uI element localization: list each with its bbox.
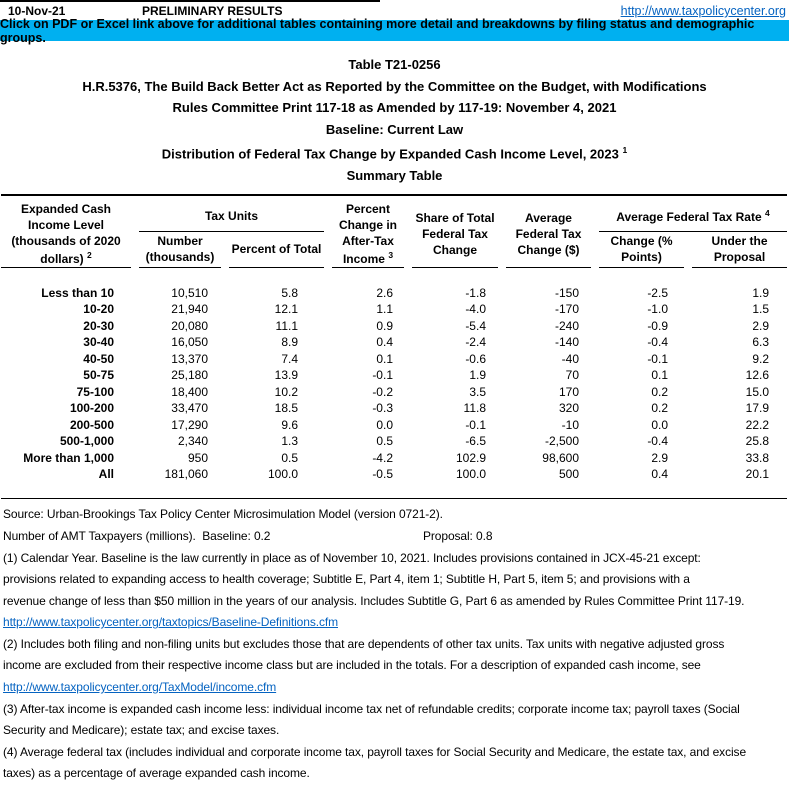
cell-rate-proposal: 25.8 [745, 434, 769, 449]
cell-share: 100.0 [455, 467, 486, 482]
cell-rate-proposal: 1.5 [752, 302, 769, 317]
cell-pct-change: -0.5 [372, 467, 393, 482]
income-level-label: 40-50 [83, 351, 114, 366]
cell-rate-change: -0.4 [647, 335, 668, 350]
table-row [1, 449, 787, 466]
cell-number: 33,470 [171, 401, 208, 416]
cell-pct-total: 18.5 [274, 401, 298, 416]
cell-pct-total: 12.1 [274, 302, 298, 317]
table-row [1, 317, 787, 334]
income-level-label: 20-30 [83, 318, 114, 333]
cell-share: 11.8 [463, 401, 486, 416]
cell-share: -6.5 [465, 434, 486, 449]
col-header-under-the-proposal: Under the Proposal [692, 232, 787, 268]
cell-pct-change: 0.4 [376, 335, 393, 350]
summary-table [1, 194, 787, 499]
cell-pct-change: 1.1 [376, 302, 393, 317]
cell-rate-change: -0.9 [647, 318, 668, 333]
footnote-1-line-2: provisions related to expanding access to health coverage; Subtitle E, Part 4, item 1; Subtitle H, Part 5, item 5; and provisions with a [3, 572, 690, 587]
distribution-title: Distribution of Federal Tax Change by Expanded Cash Income Level, 2023 $^1$ [161, 145, 628, 162]
income-level-label: 30-40 [83, 335, 114, 350]
cell-share: -1.8 [465, 285, 486, 300]
income-level-label: Less than 10 [41, 285, 114, 300]
cell-share: -2.4 [465, 335, 486, 350]
cell-pct-total: 9.6 [281, 417, 298, 432]
top-bar [0, 0, 789, 20]
cell-number: 18,400 [171, 384, 208, 399]
rules-committee-title: Rules Committee Print 117-18 as Amended by 117-19: November 4, 2021 [172, 100, 617, 115]
cell-pct-change: -0.3 [372, 401, 393, 416]
cell-rate-proposal: 1.9 [752, 285, 769, 300]
cell-rate-change: -2.5 [647, 285, 668, 300]
cell-avg-change: 70 [565, 368, 579, 383]
income-level-label: 10-20 [83, 302, 114, 317]
table-row [1, 284, 787, 301]
cell-rate-proposal: 17.9 [745, 401, 769, 416]
cell-avg-change: 170 [558, 384, 579, 399]
group-header-average-federal-tax-rate: Average Federal Tax Rate $^4$ [599, 202, 787, 232]
banner-text: Click on PDF or Excel link above for additional tables containing more detail and breakdowns by filing status and demographic groups. [0, 16, 755, 45]
baseline-title: Baseline: Current Law [325, 121, 464, 137]
cell-pct-change: -0.2 [372, 384, 393, 399]
cell-avg-change: 98,600 [542, 450, 579, 465]
footnote-1-line-1: (1) Calendar Year. Baseline is the law currently in place as of November 10, 2021. Includes provisions contained in JCX-45-21 except: [3, 550, 701, 565]
date-label: 10-Nov-21 [8, 4, 66, 18]
table-row [1, 334, 787, 351]
cell-rate-change: 0.1 [651, 368, 668, 383]
footnotes [0, 504, 789, 785]
footnote-4-line-2: taxes) as a percentage of average expanded cash income. [3, 766, 310, 781]
cell-avg-change: -170 [554, 302, 579, 317]
col-header-percent-change-after-tax-income: Percent Change in After-Tax Income $^3$ [332, 202, 404, 268]
col-header-income-level: Expanded Cash Income Level (thousands of 2020 dollars) $^2$ [1, 202, 131, 268]
cell-avg-change: -240 [554, 318, 579, 333]
info-banner [0, 16, 789, 45]
cell-rate-proposal: 33.8 [745, 450, 769, 465]
bill-title: H.R.5376, The Build Back Better Act as Reported by the Committee on the Budget, with Modifications [82, 78, 707, 94]
group-header-tax-units: Tax Units [139, 202, 324, 232]
footnote-2-line-2: income are excluded from their respective income class but are included in the totals. For a description of expanded cash income, see [3, 658, 701, 673]
table-row [1, 433, 787, 450]
income-level-label: All [98, 467, 114, 482]
footnote-1-line-3: revenue change of less than $50 million in the years of our analysis. Includes Subtitle G, Part 6 as amended by Rules Committee Print 117-19. [3, 593, 745, 608]
footnote-ref-4: 4 [765, 207, 770, 218]
cell-rate-proposal: 6.3 [752, 335, 769, 350]
cell-rate-change: -1.0 [647, 302, 668, 317]
cell-share: -0.6 [465, 351, 486, 366]
cell-pct-total: 8.9 [281, 335, 298, 350]
cell-rate-proposal: 20.1 [745, 467, 769, 482]
income-level-label: 50-75 [83, 368, 114, 383]
cell-rate-change: 2.9 [651, 450, 668, 465]
footnote-3-line-2: Security and Medicare); estate tax; and excise taxes. [3, 723, 280, 738]
cell-avg-change: -40 [561, 351, 579, 366]
cell-pct-change: 0.1 [376, 351, 393, 366]
cell-pct-change: 2.6 [376, 285, 393, 300]
income-level-label: More than 1,000 [23, 450, 114, 465]
income-level-label: 75-100 [76, 384, 114, 399]
cell-pct-total: 11.1 [275, 318, 298, 333]
col-header-average-change: Average Federal Tax Change ($) [506, 202, 591, 268]
income-level-label: 500-1,000 [59, 434, 114, 449]
cell-pct-total: 10.2 [274, 384, 298, 399]
cell-share: -4.0 [465, 302, 486, 317]
cell-share: -0.1 [465, 417, 486, 432]
preliminary-results-label: PRELIMINARY RESULTS [142, 4, 283, 18]
cell-pct-change: 0.5 [376, 434, 393, 449]
cell-number: 10,510 [171, 285, 208, 300]
cell-avg-change: -2,500 [544, 434, 579, 449]
cell-pct-total: 100.0 [267, 467, 298, 482]
cell-number: 950 [187, 450, 208, 465]
cell-share: 3.5 [469, 384, 486, 399]
cell-number: 2,340 [177, 434, 208, 449]
cell-pct-total: 5.8 [281, 285, 298, 300]
cell-number: 17,290 [171, 417, 208, 432]
cell-rate-proposal: 9.2 [752, 351, 769, 366]
cell-rate-proposal: 22.2 [745, 417, 769, 432]
cell-rate-change: 0.2 [651, 384, 668, 399]
cell-pct-total: 1.3 [281, 434, 298, 449]
cell-rate-change: -0.4 [647, 434, 668, 449]
table-row [1, 466, 787, 483]
cell-avg-change: 500 [558, 467, 579, 482]
baseline-definitions-link[interactable]: http://www.taxpolicycenter.org/taxtopics/Baseline-Definitions.cfm [3, 615, 338, 630]
amt-taxpayers-note [3, 526, 789, 548]
footnote-ref-1: 1 [622, 145, 628, 155]
cell-number: 13,370 [171, 351, 208, 366]
table-row [1, 301, 787, 318]
cell-pct-change: 0.9 [376, 318, 393, 333]
source-note: Source: Urban-Brookings Tax Policy Center Microsimulation Model (version 0721-2). [3, 507, 443, 522]
cell-number: 16,050 [171, 335, 208, 350]
footnote-3-line-1: (3) After-tax income is expanded cash income less: individual income tax net of refundable credits; corporate income tax; payroll taxes (Social [3, 701, 740, 716]
col-header-number-thousands: Number (thousands) [139, 232, 221, 268]
income-level-label: 100-200 [69, 401, 114, 416]
cell-number: 21,940 [171, 302, 208, 317]
amt-baseline-value: Number of AMT Taxpayers (millions). Baseline: 0.2 [3, 528, 271, 543]
col-header-share-of-total: Share of Total Federal Tax Change [412, 202, 498, 268]
cell-avg-change: 320 [558, 401, 579, 416]
cell-avg-change: -150 [554, 285, 579, 300]
table-header [1, 194, 787, 268]
taxpolicycenter-home-link[interactable]: http://www.taxpolicycenter.org [620, 4, 786, 18]
cell-share: 102.9 [455, 450, 486, 465]
cell-rate-change: 0.4 [651, 467, 668, 482]
table-number-title: Table T21-0256 [348, 57, 441, 72]
cell-rate-change: 0.2 [651, 401, 668, 416]
cell-share: -5.4 [465, 318, 486, 333]
title-block [0, 54, 789, 186]
cell-rate-proposal: 15.0 [745, 384, 769, 399]
expanded-cash-income-link[interactable]: http://www.taxpolicycenter.org/TaxModel/income.cfm [3, 680, 277, 695]
col-header-rate-change-points: Change (% Points) [599, 232, 684, 268]
income-level-label: 200-500 [69, 417, 114, 432]
cell-pct-change: 0.0 [376, 417, 393, 432]
cell-rate-change: -0.1 [647, 351, 668, 366]
table-row [1, 400, 787, 417]
cell-number: 181,060 [164, 467, 208, 482]
cell-rate-proposal: 2.9 [752, 318, 769, 333]
cell-number: 25,180 [171, 368, 208, 383]
footnote-ref-2: 2 [86, 249, 92, 260]
table-row [1, 367, 787, 384]
footnote-4-line-1: (4) Average federal tax (includes individual and corporate income tax, payroll taxes for Social Security and Medicare, the estate tax, and excise [3, 744, 747, 759]
amt-proposal-value: Proposal: 0.8 [423, 528, 493, 543]
footnote-2-line-1: (2) Includes both filing and non-filing units but excludes those that are dependents of other tax units. Tax units with negative adjusted gross [3, 636, 725, 651]
table-row [1, 350, 787, 367]
table-row [1, 416, 787, 433]
cell-share: 1.9 [469, 368, 486, 383]
cell-pct-change: -0.1 [372, 368, 393, 383]
cell-pct-total: 7.4 [281, 351, 298, 366]
footnote-ref-3: 3 [388, 249, 394, 260]
cell-pct-total: 13.9 [274, 368, 298, 383]
cell-pct-total: 0.5 [281, 450, 298, 465]
table-row [1, 383, 787, 400]
cell-rate-proposal: 12.6 [745, 368, 769, 383]
cell-pct-change: -4.2 [372, 450, 393, 465]
summary-table-title: Summary Table [346, 167, 443, 183]
cell-avg-change: -140 [554, 335, 579, 350]
cell-number: 20,080 [171, 318, 208, 333]
cell-avg-change: -10 [561, 417, 579, 432]
cell-rate-change: 0.0 [651, 417, 668, 432]
col-header-percent-of-total: Percent of Total [229, 232, 324, 268]
table-body [1, 268, 787, 499]
